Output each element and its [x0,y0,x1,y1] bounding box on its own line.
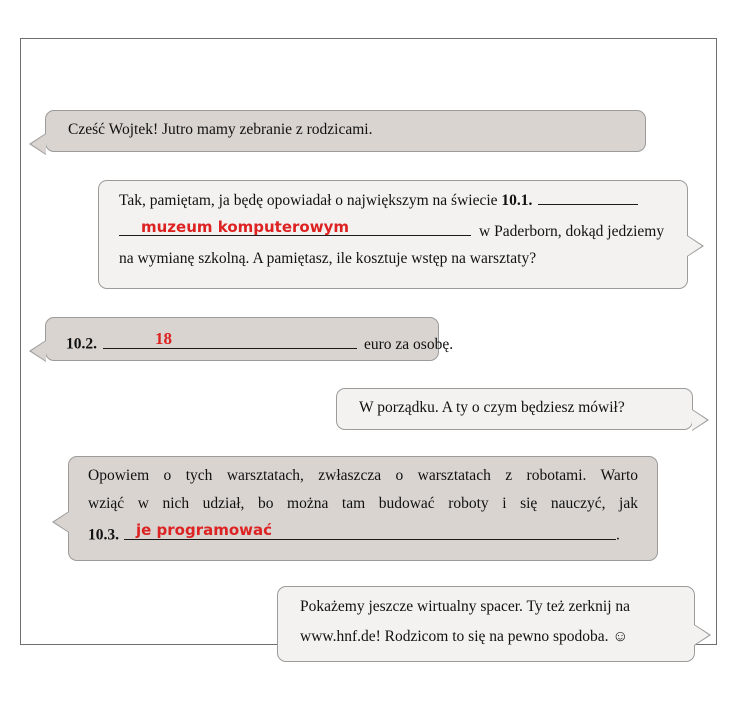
bubble-tail-left-fill-icon [54,512,69,532]
bubble-2-line-2-text: w Paderborn, dokąd jedziemy [479,223,665,240]
bubble-tail-right-fill-icon [687,236,702,256]
answer-blank-10-3[interactable] [124,523,616,540]
speech-bubble-4 [336,388,693,430]
bubble-tail-right-fill-icon [694,625,709,645]
gap-number-10-1: 10.1. [501,192,533,209]
bubble-6-line-2: www.hnf.de! Rodzicom to się na pewno spodoba. ☺ [300,627,629,645]
bubble-5-line-3-text: . [616,526,620,544]
bubble-5-line-1: Opowiem o tych warsztatach, zwłaszcza o warsztatach z robotami. Warto [88,467,638,484]
answer-blank-10-1-part1[interactable] [538,204,638,205]
bubble-tail-left-fill-icon [31,341,46,361]
answer-text-10-2: 18 [155,330,172,348]
bubble-2-line-1-text: Tak, pamiętam, ja będę opowiadał o największym na świecie [119,192,502,209]
speech-bubble-6-body [278,587,694,644]
bubble-3-line-1 [66,330,454,353]
worksheet-frame [20,38,717,645]
gap-number-10-3: 10.3. [88,526,119,544]
answer-blank-10-2[interactable] [103,330,357,349]
speech-bubble-2-body [99,181,687,266]
bubble-3-line-1-text: euro za osobę. [364,335,454,353]
speech-bubble-3 [45,317,454,361]
gap-number-10-2: 10.2. [66,335,97,353]
bubble-4-line-1: W porządku. A ty o czym będziesz mówił? [359,399,625,416]
bubble-6-line-1: Pokażemy jeszcze wirtualny spacer. Ty też zerknij na [300,598,631,615]
bubble-tail-right-fill-icon [692,410,707,430]
bubble-1-line-1: Cześć Wojtek! Jutro mamy zebranie z rodzicami. [68,121,373,138]
bubble-5-line-2: wziąć w nich udział, bo można tam budować roboty i się nauczyć, jak [88,494,638,512]
bubble-5-line-3 [88,523,638,543]
speech-bubble-1 [45,110,646,152]
bubble-2-line-2 [119,220,667,240]
bubble-2-line-3: na wymianę szkolną. A pamiętasz, ile kosztuje wstęp na warsztaty? [119,249,537,267]
speech-bubble-2 [98,180,688,289]
speech-bubble-4-body [337,389,692,416]
answer-text-10-3: je programować [136,523,273,539]
answer-blank-10-1[interactable] [119,220,471,237]
answer-text-10-1: muzeum komputerowym [141,219,349,236]
bubble-2-line-1 [119,193,667,209]
speech-bubble-5-body [69,457,657,543]
speech-bubble-3-body [46,318,454,353]
speech-bubble-1-body [46,111,645,138]
bubble-tail-left-fill-icon [31,134,46,154]
speech-bubble-5 [68,456,658,561]
speech-bubble-6 [277,586,695,662]
